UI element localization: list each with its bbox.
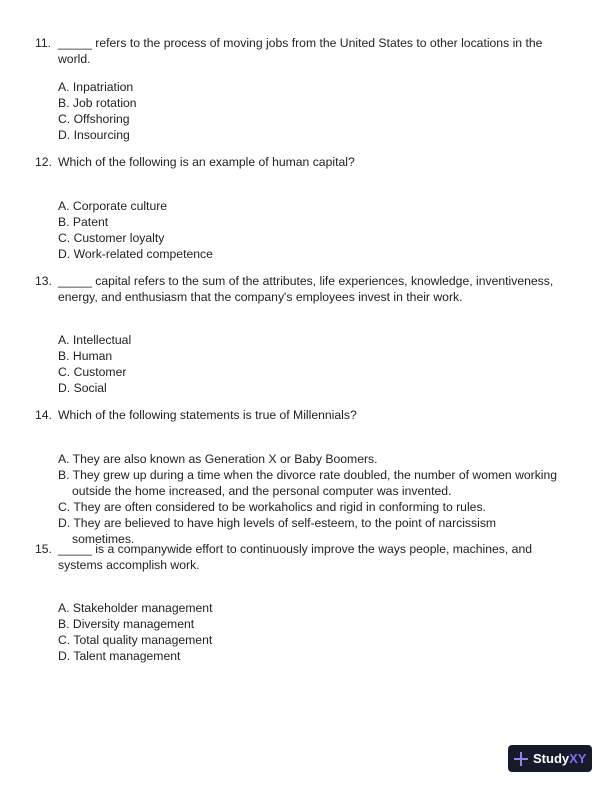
- question-number: 11.: [35, 36, 52, 50]
- studyxy-logo[interactable]: [508, 745, 592, 772]
- option: D. Talent management: [58, 649, 181, 663]
- question-number: 14.: [35, 408, 52, 422]
- question-text: Which of the following statements is true of Millennials?: [58, 408, 357, 422]
- option: B. Job rotation: [58, 96, 137, 110]
- options-14: [58, 451, 558, 547]
- options-13: [58, 332, 558, 396]
- option: C. Customer loyalty: [58, 231, 165, 245]
- option: C. They are often considered to be workaholics and rigid in conforming to rules.: [58, 500, 486, 514]
- question-number: 15.: [35, 542, 52, 556]
- options-11: [58, 79, 558, 143]
- question-14: [35, 407, 555, 423]
- option: D. Work-related competence: [58, 247, 213, 261]
- option: B. They grew up during a time when the divorce rate doubled, the number of women working outside the home increased, and the personal computer was invented.: [58, 468, 558, 498]
- option: A. Corporate culture: [58, 199, 168, 213]
- option: D. Insourcing: [58, 128, 130, 142]
- option: B. Patent: [58, 215, 109, 229]
- question-text: Which of the following is an example of human capital?: [58, 155, 355, 169]
- question-text: _____ capital refers to the sum of the attributes, life experiences, knowledge, inventiveness, energy, and enthusiasm that the company's employees invest in their work.: [58, 274, 554, 304]
- option: A. They are also known as Generation X or Baby Boomers.: [58, 452, 378, 466]
- option: C. Total quality management: [58, 633, 213, 647]
- question-15: [35, 541, 555, 573]
- option: D. They are believed to have high levels of self-esteem, to the point of narcissism sometimes.: [58, 516, 497, 546]
- options-15: [58, 600, 558, 664]
- logo-text: Study: [533, 750, 570, 766]
- option: A. Intellectual: [58, 333, 132, 347]
- question-12: [35, 154, 555, 170]
- logo-accent-text: XY: [569, 750, 587, 766]
- question-number: 12.: [35, 155, 52, 169]
- option: B. Diversity management: [58, 617, 195, 631]
- option: B. Human: [58, 349, 113, 363]
- option: A. Inpatriation: [58, 80, 134, 94]
- question-13: [35, 273, 555, 305]
- options-12: [58, 198, 558, 262]
- option: D. Social: [58, 381, 107, 395]
- option: A. Stakeholder management: [58, 601, 213, 615]
- option: C. Customer: [58, 365, 127, 379]
- question-11: [35, 35, 555, 67]
- option: C. Offshoring: [58, 112, 130, 126]
- question-text: _____ refers to the process of moving jobs from the United States to other locations in the world.: [58, 36, 543, 66]
- question-number: 13.: [35, 274, 52, 288]
- question-text: _____ is a companywide effort to continuously improve the ways people, machines, and systems accomplish work.: [58, 542, 533, 572]
- plus-icon: [514, 752, 528, 766]
